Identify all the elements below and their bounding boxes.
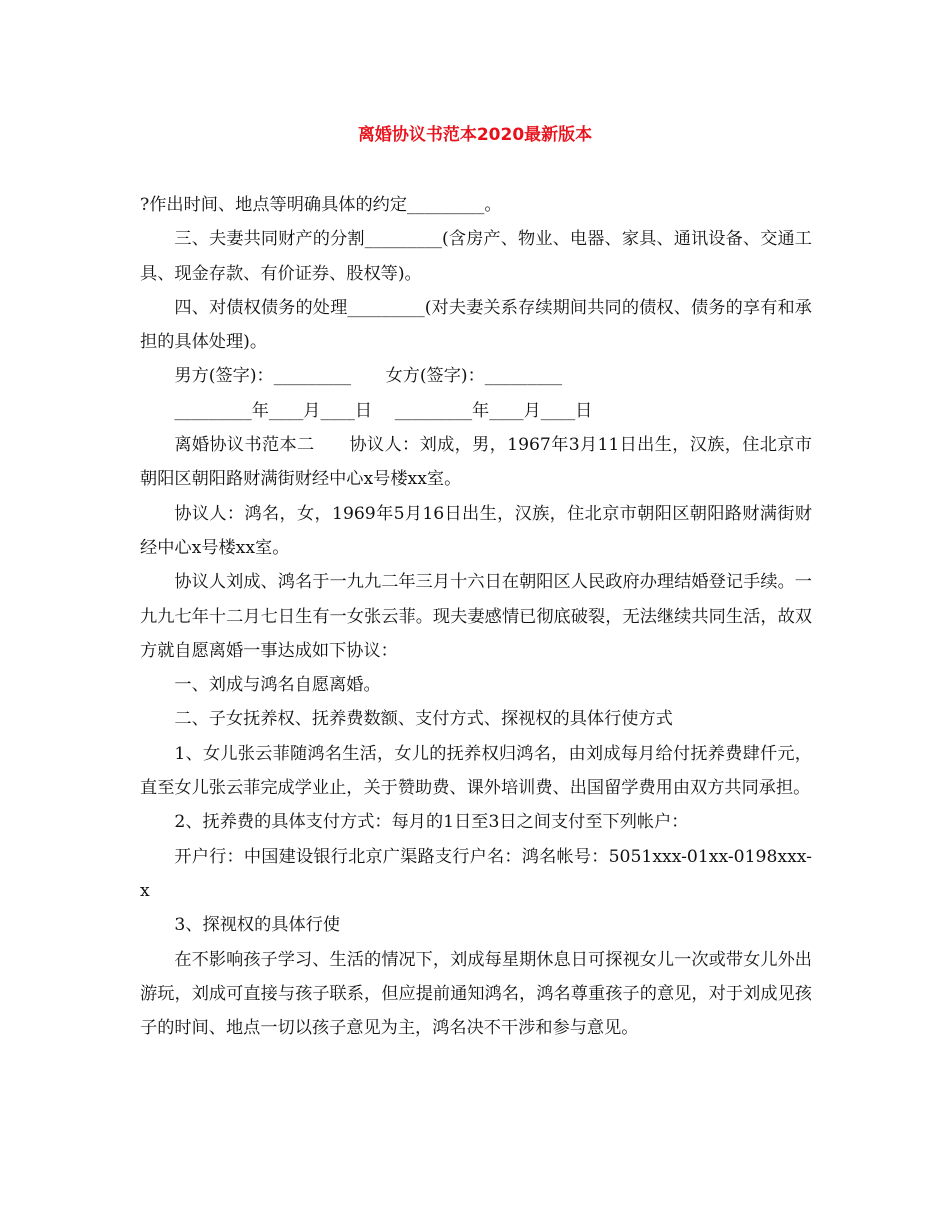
paragraph-party-female: 协议人：鸿名，女，1969年5月16日出生，汉族，住北京市朝阳区朝阳路财满街财经中心x号楼xx室。 (140, 503, 812, 558)
clause-custody-support: 1、女儿张云菲随鸿名生活，女儿的抚养权归鸿名，由刘成每月给付抚养费肆仟元，直至女儿张云菲完成学业止，关于赞助费、课外培训费、出国留学费用由双方共同承担。 (140, 743, 812, 799)
clause-payment-method: 2、抚养费的具体支付方式：每月的1日至3日之间支付至下列帐户： (174, 812, 689, 833)
clause-visitation-heading: 3、探视权的具体行使 (174, 915, 341, 936)
paragraph-debt-handling: 四、对债权债务的处理_________(对夫妻关系存续期间共同的债权、债务的享有和承担的具体处理)。 (140, 297, 812, 353)
paragraph-marriage-background: 协议人刘成、鸿名于一九九二年三月十六日在朝阳区人民政府办理结婚登记手续。一九九七年十二月七日生有一女张云菲。现夫妻感情已彻底破裂，无法继续共同生活，故双方就自愿离婚一事达成如下协议： (140, 572, 812, 661)
paragraph-party-male: 离婚协议书范本二 协议人：刘成，男，1967年3月11日出生，汉族，住北京市朝阳区朝阳路财满街财经中心x号楼xx室。 (140, 435, 812, 490)
clause-child-custody-heading: 二、子女抚养权、抚养费数额、支付方式、探视权的具体行使方式 (174, 709, 673, 730)
paragraph-property-division: 三、夫妻共同财产的分割_________(含房产、物业、电器、家具、通讯设备、交通工具、现金存款、有价证券、股权等)。 (140, 229, 812, 284)
clause-voluntary-divorce: 一、刘成与鸿名自愿离婚。 (174, 675, 381, 696)
date-line: _________年____月____日 _________年____月____日 (174, 400, 593, 421)
clause-visitation-details: 在不影响孩子学习、生活的情况下，刘成每星期休息日可探视女儿一次或带女儿外出游玩，刘成可直接与孩子联系，但应提前通知鸿名，鸿名尊重孩子的意见，对于刘成见孩子的时间、地点一切以孩子意见为主，鸿名决不干涉和参与意见。 (140, 949, 812, 1039)
bank-account-info: 开户行：中国建设银行北京广渠路支行户名：鸿名帐号：5051xxx-01xx-0198xxx-x (140, 846, 812, 901)
signature-line: 男方(签字)：_________ 女方(签字)：_________ (174, 366, 563, 387)
paragraph-time-place: ?作出时间、地点等明确具体的约定_________。 (140, 195, 502, 215)
document-title: 离婚协议书范本2020最新版本 (357, 125, 593, 145)
document-body (140, 188, 812, 1045)
